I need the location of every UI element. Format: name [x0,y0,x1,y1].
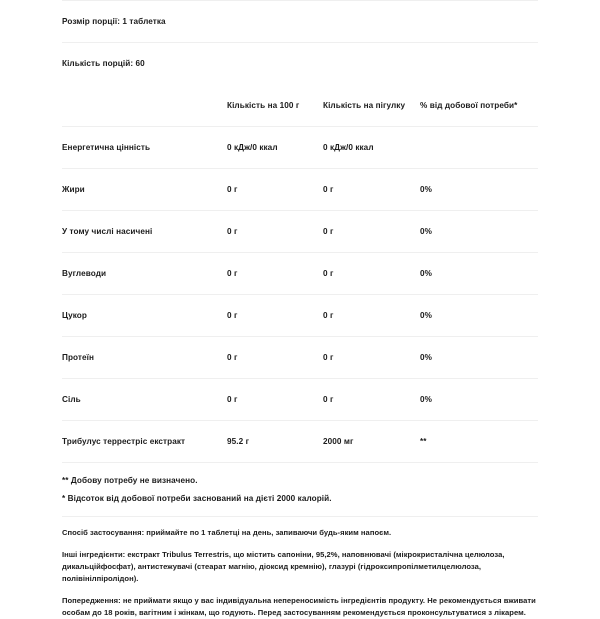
column-header-per-100g: Кількість на 100 г [227,84,323,127]
row-per-pill: 0 г [323,295,420,337]
row-per-100g: 0 г [227,253,323,295]
table-row [62,295,538,337]
nutrition-facts-panel [62,0,538,619]
row-per-100g: 0 г [227,211,323,253]
row-daily-value: 0% [420,295,538,337]
table-row [62,253,538,295]
table-row [62,379,538,421]
table-row [62,211,538,253]
footnote-double-star: ** Добову потребу не визначено. [62,476,198,485]
row-label: У тому числі насичені [62,211,227,253]
row-daily-value: 0% [420,253,538,295]
row-per-100g: 0 кДж/0 ккал [227,127,323,169]
table-row [62,127,538,169]
row-label: Вуглеводи [62,253,227,295]
table-row [62,421,538,463]
warning-paragraph: Попередження: не приймати якщо у вас індивідуальна непереносимість інгредієнтів продукту. Не рекомендується вживати особам до 18 років, вагітним і жінкам, що годують. Перед застосуванням рекомендується проконсультуватися з лікарем. [62,595,536,617]
row-label: Протеїн [62,337,227,379]
row-daily-value: ** [420,421,538,463]
row-per-100g: 0 г [227,379,323,421]
nutrition-table [62,84,538,463]
row-per-pill: 0 г [323,253,420,295]
row-per-pill: 0 г [323,211,420,253]
servings-per-container-text: Кількість порцій: 60 [62,59,145,68]
row-per-pill: 2000 мг [323,421,420,463]
table-header-row [62,84,538,127]
servings-per-container-row [62,43,538,84]
row-daily-value: 0% [420,379,538,421]
row-per-pill: 0 г [323,337,420,379]
footnotes-block [62,463,538,516]
row-daily-value: 0% [420,169,538,211]
row-per-pill: 0 г [323,169,420,211]
nutrition-table-body [62,127,538,463]
row-daily-value: 0% [420,211,538,253]
row-per-pill: 0 кДж/0 ккал [323,127,420,169]
row-label: Жири [62,169,227,211]
usage-paragraph: Спосіб застосування: приймайте по 1 таблетці на день, запиваючи будь-яким напоєм. [62,528,392,538]
row-per-pill: 0 г [323,379,420,421]
serving-size-text: Розмір порції: 1 таблетка [62,17,166,26]
row-label: Трибулус террестріс екстракт [62,421,227,463]
row-per-100g: 0 г [227,337,323,379]
row-label: Сіль [62,379,227,421]
row-per-100g: 0 г [227,295,323,337]
column-header-label [62,84,227,127]
column-header-daily-value: % від добової потреби* [420,84,538,127]
nutrition-table-head [62,84,538,127]
serving-size-row [62,1,538,42]
row-daily-value [420,127,538,169]
row-per-100g: 95.2 г [227,421,323,463]
footnote-single-star: * Відсоток від добової потреби заснований на дієті 2000 калорій. [62,493,332,503]
ingredients-paragraph: Інші інгредієнти: екстракт Tribulus Terrestris, що містить сапоніни, 95,2%, наповнювачі (мікрокристалічна целюлоза, дикальційфосфат), антистежувачі (стеарат магнію, діоксид кремнію), глазурі (гідроксипропілметилцелюлоза, полівінілпіролідон). [62,549,505,584]
row-per-100g: 0 г [227,169,323,211]
row-label: Енергетична цінність [62,127,227,169]
row-daily-value: 0% [420,337,538,379]
column-header-per-pill: Кількість на пігулку [323,84,420,127]
paragraphs-block [62,517,538,619]
table-row [62,169,538,211]
row-label: Цукор [62,295,227,337]
table-row [62,337,538,379]
